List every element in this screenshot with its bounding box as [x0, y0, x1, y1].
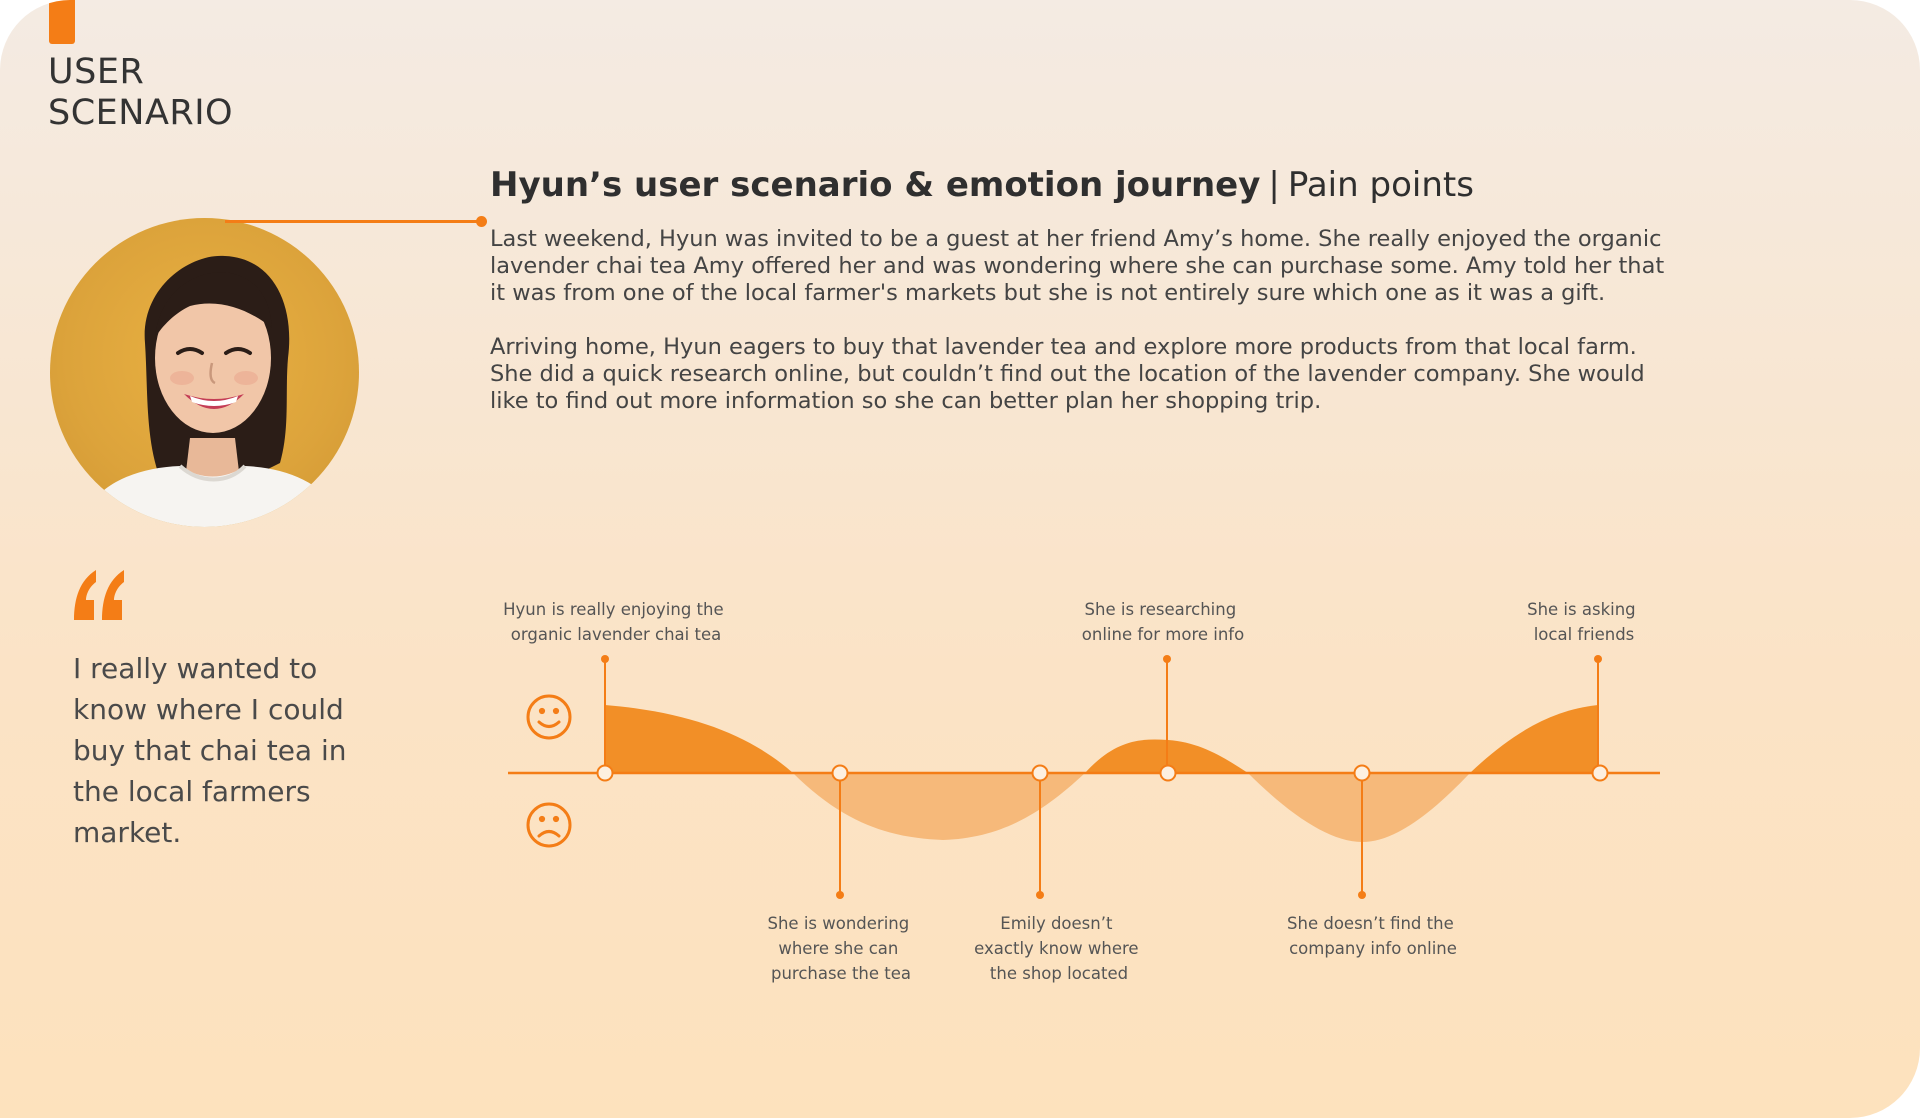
step-stem-end-1: [601, 655, 609, 663]
step-node-1: [598, 766, 613, 781]
step-node-6: [1593, 766, 1608, 781]
step-label-4: She is researching online for more info: [1081, 600, 1245, 644]
scenario-subtitle: Pain points: [1287, 165, 1474, 205]
step-label-3: Emily doesn’t exactly know where the shop located: [974, 914, 1139, 983]
step-node-5: [1355, 766, 1370, 781]
step-stem-end-3: [1036, 891, 1044, 899]
scenario-paragraph-1: Last weekend, Hyun was invited to be a guest at her friend Amy’s home. She really enjoyed the organic lavender chai tea Amy offered her and was wondering where she can purchase some. Amy told her that it was from one of the local farmer's markets but she is not entirely sure which one as it was a gift.: [490, 226, 1665, 306]
sad-face-icon: [528, 804, 570, 846]
step-node-4: [1161, 766, 1176, 781]
positive-area-3: [1470, 705, 1598, 773]
persona-quote: I really wanted to know where I could buy that chai tea in the local farmers market.: [73, 652, 347, 849]
step-node-3: [1033, 766, 1048, 781]
smiley-face-icon: [528, 696, 570, 738]
negative-area-2: [1248, 773, 1470, 842]
step-label-5: She doesn’t find the company info online: [1287, 914, 1457, 958]
step-node-2: [833, 766, 848, 781]
section-title: USER SCENARIO: [48, 52, 234, 133]
step-stem-end-2: [836, 891, 844, 899]
positive-area-1: [605, 705, 793, 773]
step-stem-end-6: [1594, 655, 1602, 663]
step-label-6: She is asking local friends: [1527, 600, 1636, 644]
scenario-paragraph-2: Arriving home, Hyun eagers to buy that lavender tea and explore more products from that local farm. She did a quick research online, but couldn’t find out the location of the lavender company. She would like to find out more information so she can better plan her shopping trip.: [490, 334, 1645, 414]
title-separator: |: [1268, 165, 1280, 205]
step-stem-end-5: [1358, 891, 1366, 899]
negative-area-1: [793, 773, 1085, 840]
step-stem-end-4: [1163, 655, 1171, 663]
step-label-2: She is wondering where she can purchase the tea: [767, 914, 912, 983]
scenario-title: Hyun’s user scenario & emotion journey: [490, 165, 1261, 205]
step-label-1: Hyun is really enjoying the organic lavender chai tea: [503, 600, 724, 644]
